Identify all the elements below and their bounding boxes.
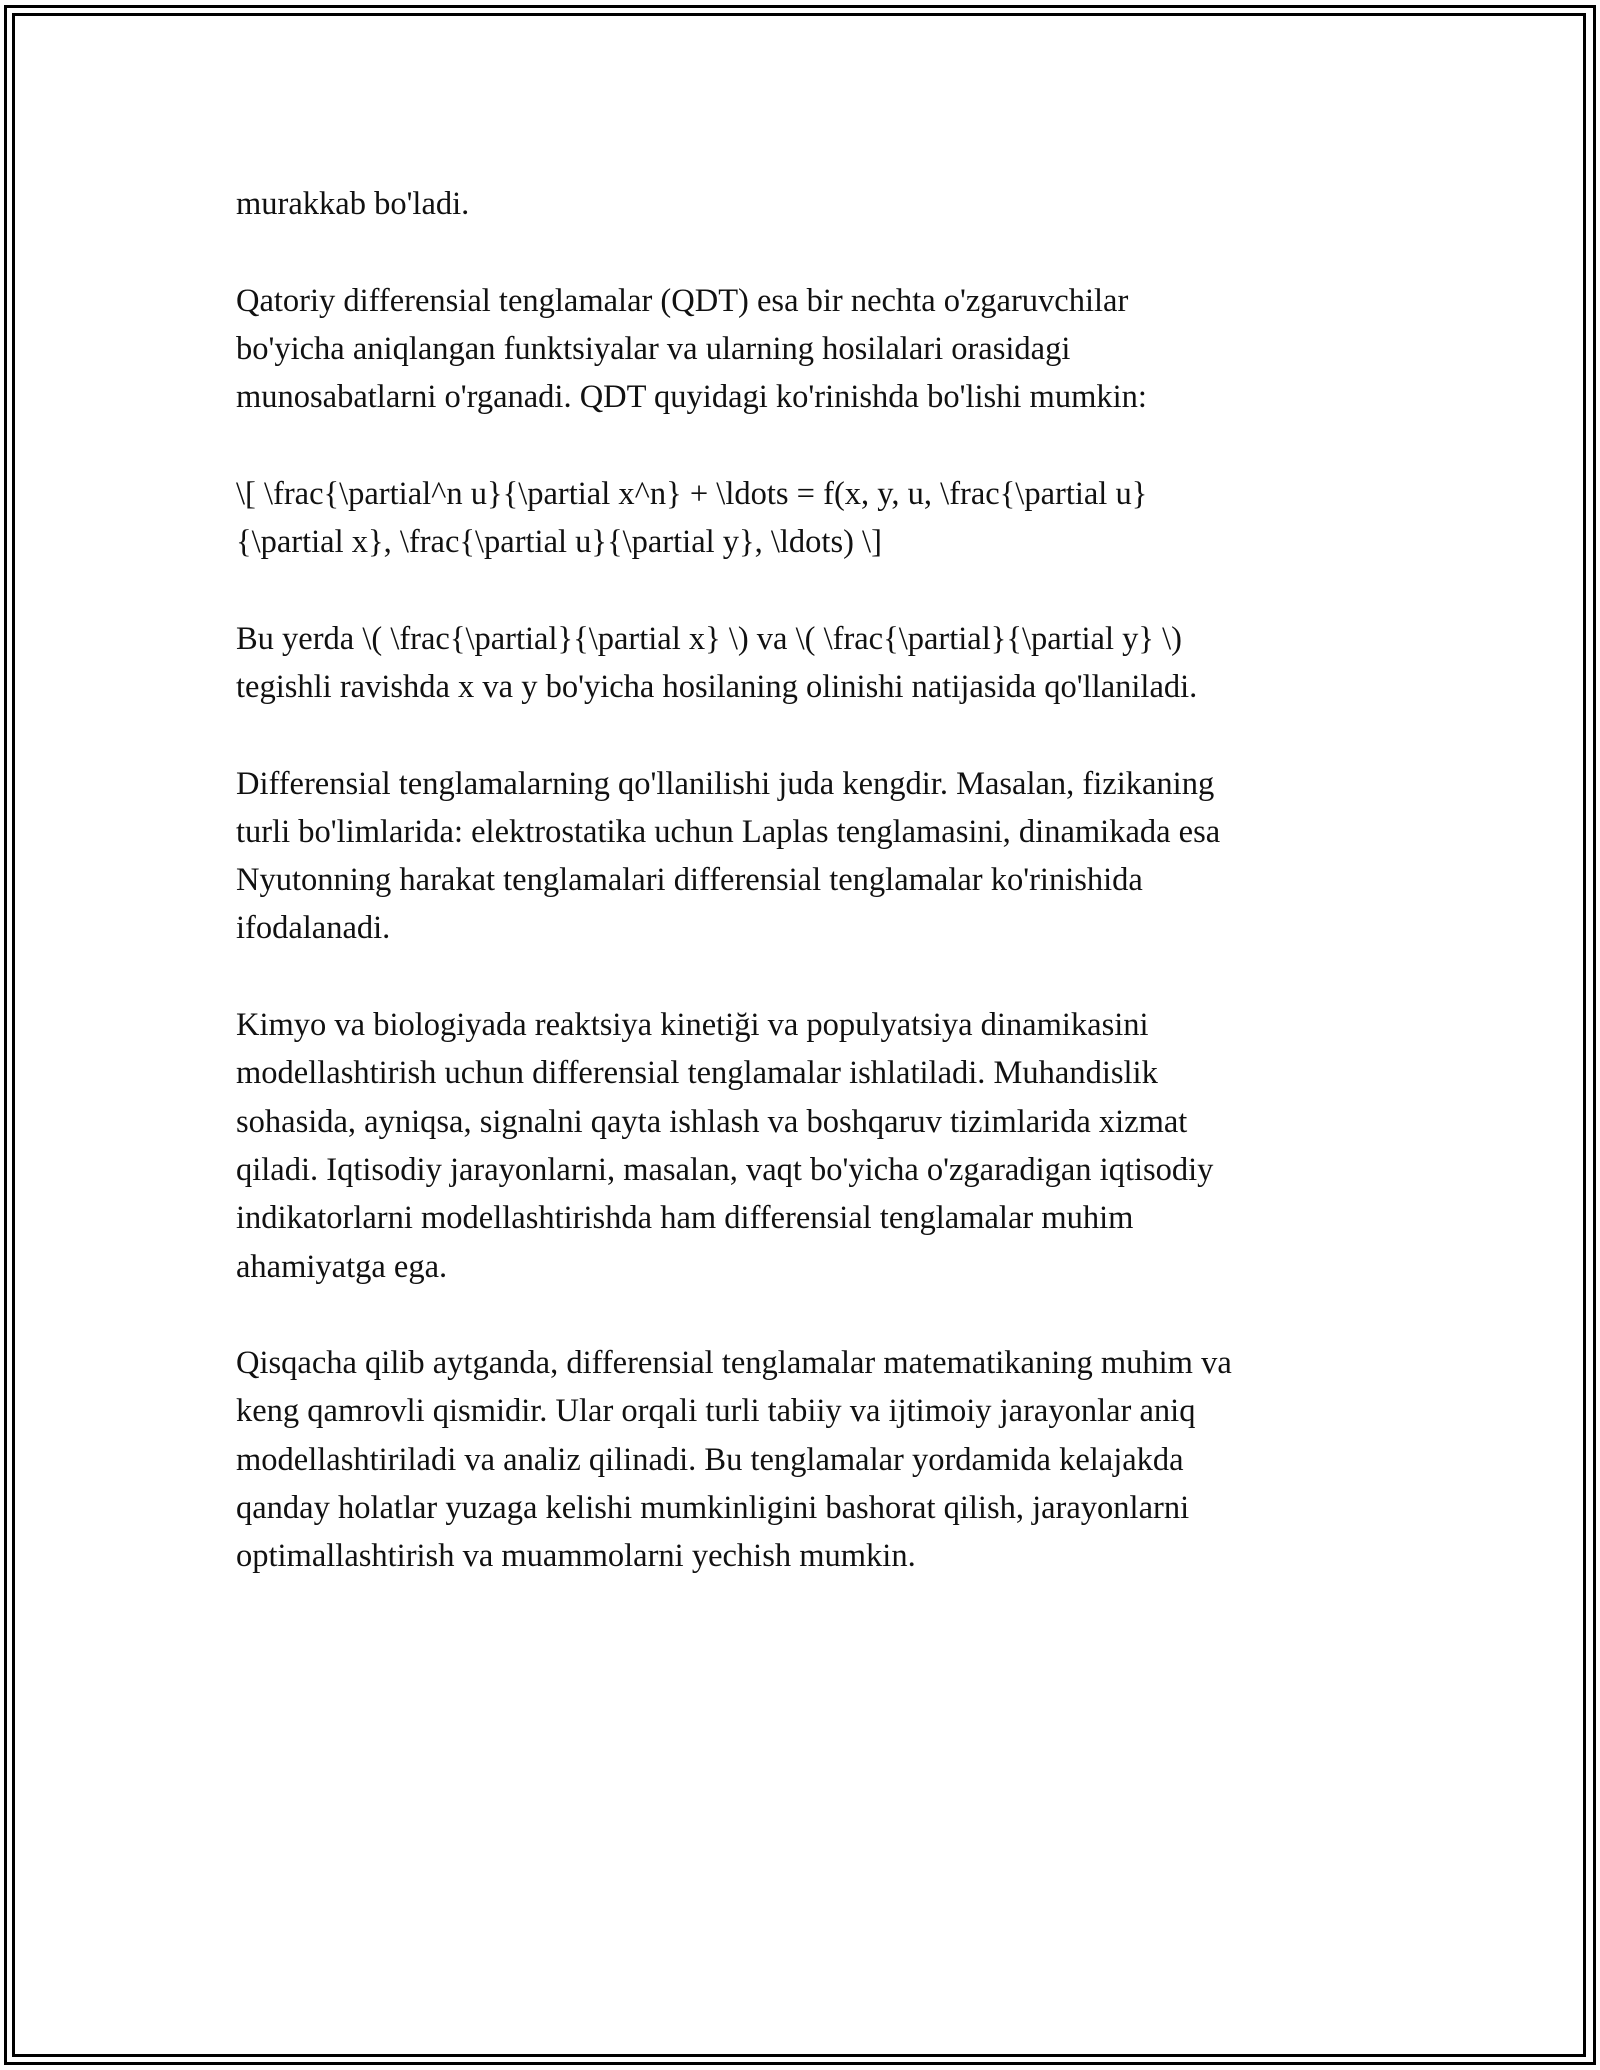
text-line: Nyutonning harakat tenglamalari differensial tenglamalar ko'rinishida [236,862,1143,899]
text-line: keng qamrovli qismidir. Ular orqali turli tabiiy va ijtimoiy jarayonlar aniq [236,1393,1196,1430]
text-line: modellashtirish uchun differensial tenglamalar ishlatiladi. Muhandislik [236,1055,1158,1092]
text-line: munosabatlarni o'rganadi. QDT quyidagi ko'rinishda bo'lishi mumkin: [236,379,1147,416]
text-line: tegishli ravishda x va y bo'yicha hosilaning olinishi natijasida qo'llaniladi. [236,668,1198,705]
text-line: Differensial tenglamalarning qo'llanilishi juda kengdir. Masalan, fizikaning [236,765,1215,802]
text-line: Qisqacha qilib aytganda, differensial tenglamalar matematikaning muhim va [236,1345,1232,1382]
equation-line: \[ \frac{\partial^n u}{\partial x^n} + \ldots = f(x, y, u, \frac{\partial u} [236,475,1148,512]
text-line: Bu yerda \( \frac{\partial}{\partial x} \) va \( \frac{\partial}{\partial y} \) [236,620,1182,657]
paragraph-continuation [236,180,1376,228]
text-line: ahamiyatga ega. [236,1248,448,1285]
paragraph-physics-applications [236,760,1376,953]
document-body [236,180,1376,1629]
paragraph-notation [236,615,1376,712]
text-line: qiladi. Iqtisodiy jarayonlarni, masalan, vaqt bo'yicha o'zgaradigan iqtisodiy [236,1151,1214,1188]
paragraph-equation [236,470,1376,567]
text-line: optimallashtirish va muammolarni yechish mumkin. [236,1538,916,1575]
text-line: qanday holatlar yuzaga kelishi mumkinligini bashorat qilish, jarayonlarni [236,1490,1190,1527]
text-line: sohasida, ayniqsa, signalni qayta ishlash va boshqaruv tizimlarida xizmat [236,1103,1188,1140]
paragraph-qdt-definition [236,277,1376,422]
text-line: modellashtiriladi va analiz qilinadi. Bu tenglamalar yordamida kelajakda [236,1441,1184,1478]
equation-line: {\partial x}, \frac{\partial u}{\partial y}, \ldots) \] [236,524,882,561]
text-line: turli bo'limlarida: elektrostatika uchun Laplas tenglamasini, dinamikada esa [236,813,1221,850]
text-line: Kimyo va biologiyada reaktsiya kinetiği va populyatsiya dinamikasini [236,1007,1149,1044]
text-line: Qatoriy differensial tenglamalar (QDT) esa bir nechta o'zgaruvchilar [236,282,1129,319]
text-line: bo'yicha aniqlangan funktsiyalar va ularning hosilalari orasidagi [236,330,1071,367]
text-line: murakkab bo'ladi. [236,186,470,222]
text-line: ifodalanadi. [236,910,391,947]
paragraph-other-applications [236,1001,1376,1291]
paragraph-conclusion [236,1339,1376,1580]
text-line: indikatorlarni modellashtirishda ham differensial tenglamalar muhim [236,1200,1134,1237]
